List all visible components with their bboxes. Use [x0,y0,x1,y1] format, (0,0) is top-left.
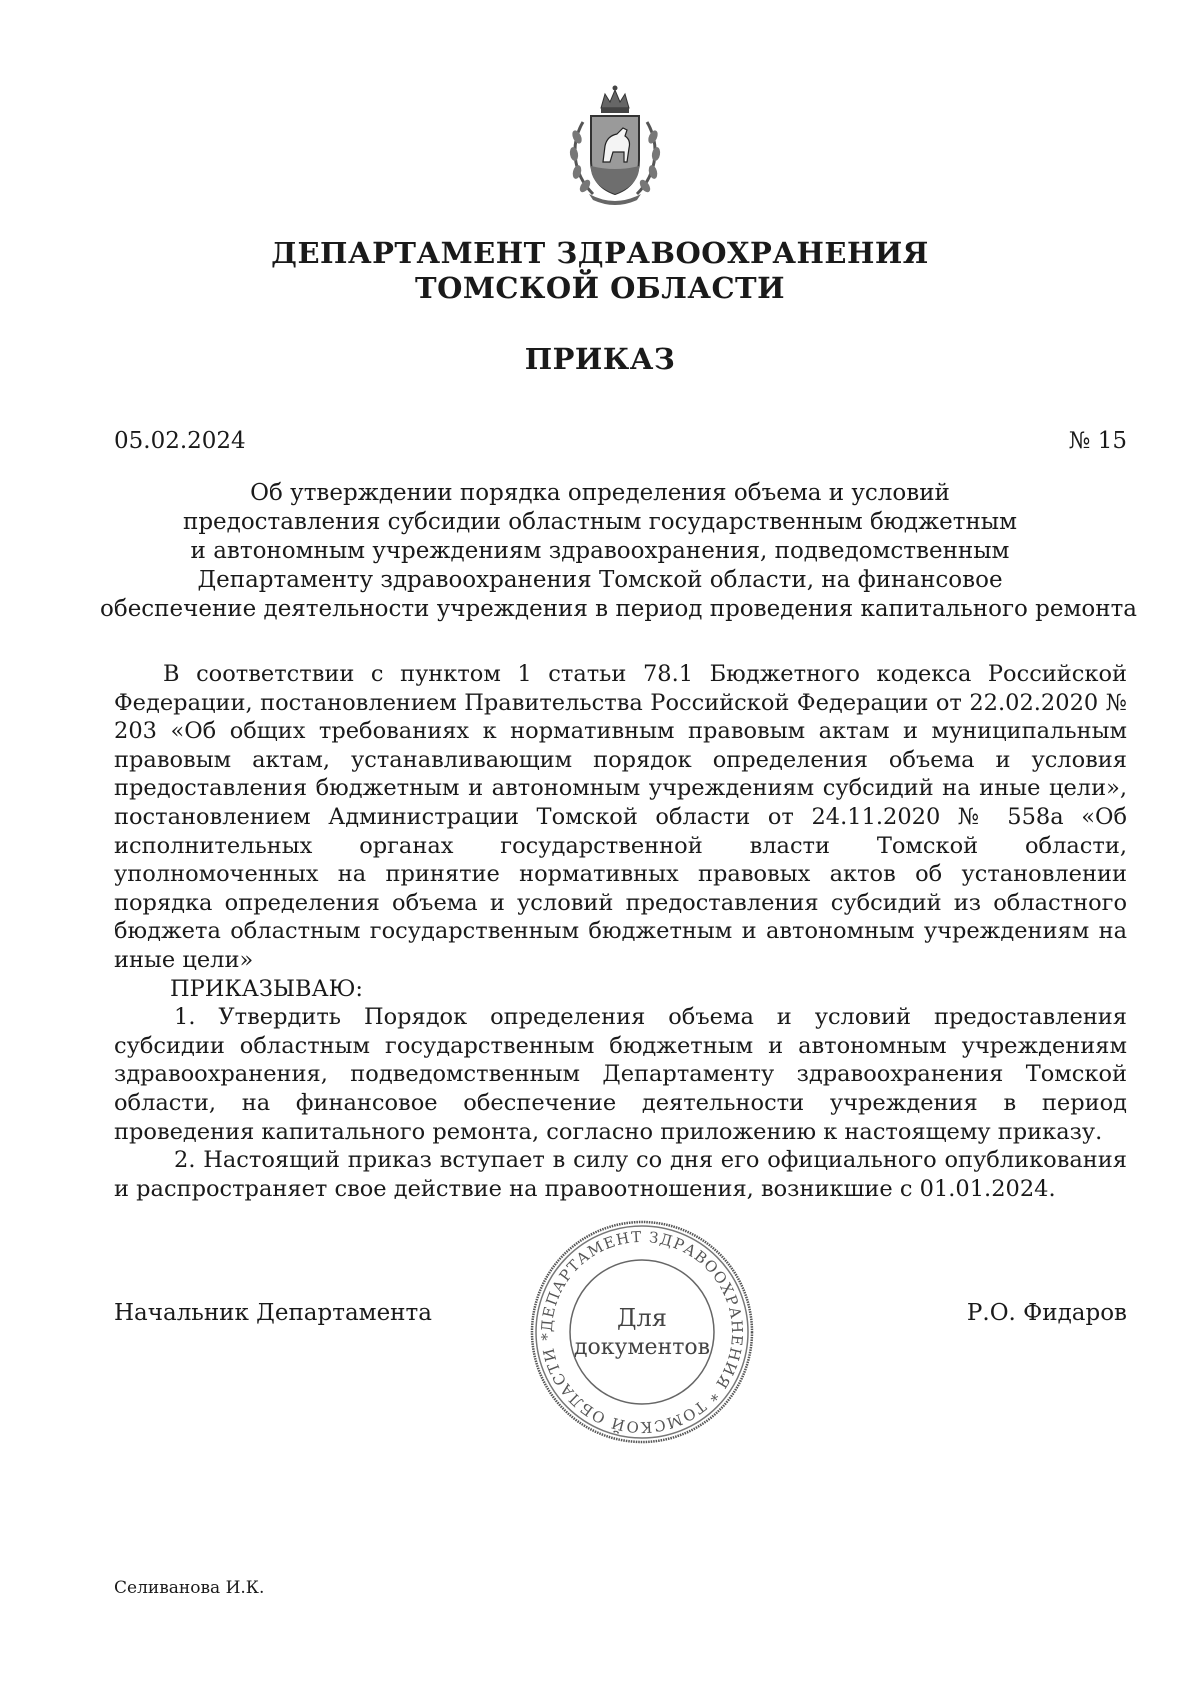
document-number: № 15 [1068,428,1127,454]
document-title [100,479,1138,624]
order-item-1: 1. Утвердить Порядок определения объема и условий предоставления субсидии областным государственным бюджетным и автономным учреждениям здравоохранения, подведомственным Департаменту здравоохранения Томской области, на финансовое обеспечение деятельности учреждения в период проведения капитального ремонта, согласно приложению к настоящему приказу. [114,1004,1127,1145]
title-line: Об утверждении порядка определения объема и условий [250,480,950,506]
stamp-ring-text [538,1228,746,1436]
stamp-center-line1: Для [617,1304,667,1332]
document-type: ПРИКАЗ [524,342,676,376]
signatory-name: Р.О. Фидаров [966,1300,1127,1326]
order-word: ПРИКАЗЫВАЮ: [170,975,363,1002]
title-line: и автономным учреждениям здравоохранения, подведомственным [190,538,1010,564]
executor-name: Селиванова И.К. [114,1578,265,1598]
title-line: предоставления субсидии областным государственным бюджетным [183,509,1017,535]
stamp-ring-textpath: ДЕПАРТАМЕНТ ЗДРАВООХРАНЕНИЯ * ТОМСКОЙ ОБЛАСТИ * [537,1227,747,1437]
organization-name-line2: ТОМСКОЙ ОБЛАСТИ [414,271,786,305]
document-date: 05.02.2024 [114,428,246,454]
preamble-paragraph: В соответствии с пунктом 1 статьи 78.1 Бюджетного кодекса Российской Федерации, постановлением Правительства Российской Федерации от 22.02.2020 № 203 «Об общих требованиях к нормативным правовым актам и муниципальным правовым актам, устанавливающим порядок определения объема и условия предоставления бюджетным и автономным учреждениям субсидий на иные цели», постановлением Администрации Томской области от 24.11.2020 № 558а «Об исполнительных органах государственной власти Томской области, уполномоченных на принятие нормативных правовых актов об установлении порядка определения объема и условий предоставления субсидий из областного бюджета областным государственным бюджетным и автономным учреждениям на иные цели» [114,661,1127,973]
stamp-center-line2: документов [573,1335,711,1360]
signatory-position: Начальник Департамента [114,1300,432,1326]
tomsk-region-coat-of-arms-icon [565,82,665,210]
order-item-2: 2. Настоящий приказ вступает в силу со дня его официального опубликования и распространяет свое действие на правоотношения, возникшие с 01.01.2024. [114,1147,1127,1202]
official-stamp [528,1218,756,1446]
title-line: Департаменту здравоохранения Томской области, на финансовое [197,567,1003,593]
organization-name-line1: ДЕПАРТАМЕНТ ЗДРАВООХРАНЕНИЯ [271,236,929,270]
document-body [114,660,1127,1203]
title-line: обеспечение деятельности учреждения в период проведения капитального ремонта [100,596,1138,622]
